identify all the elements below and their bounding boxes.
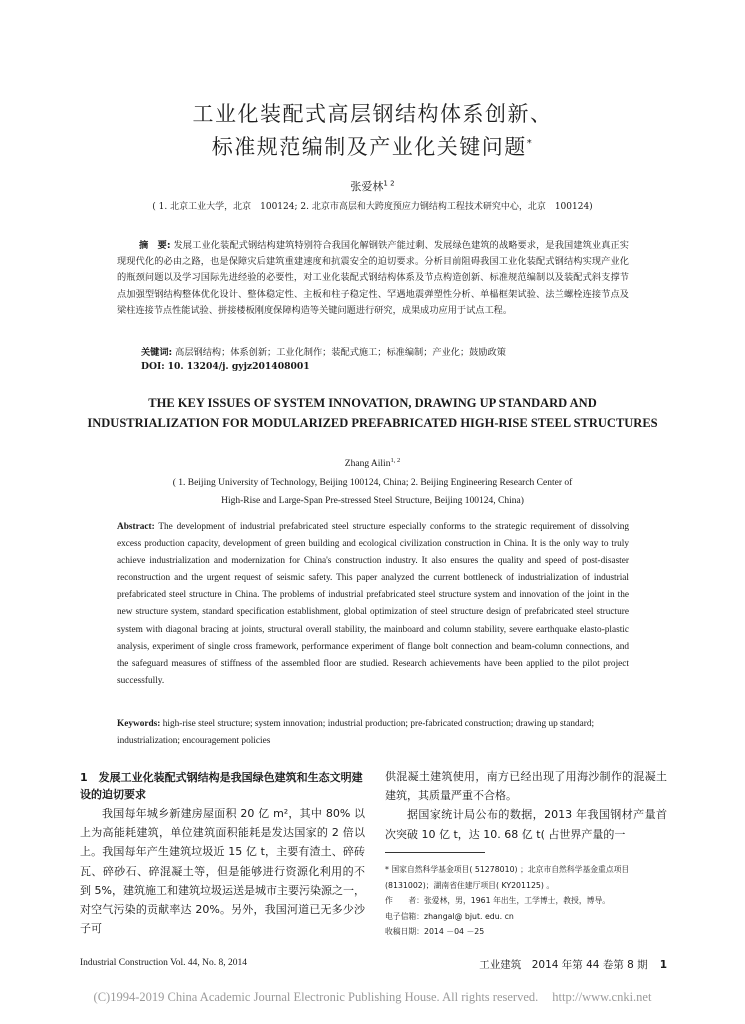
en-affiliation-line-2: High-Rise and Large-Span Pre-stressed Steel Structure, Beijing 100124, China) <box>221 496 524 506</box>
section-1-right-column <box>385 767 667 844</box>
footnote-divider <box>385 852 485 853</box>
cn-author <box>0 178 745 194</box>
cn-title-footnote-mark: * <box>526 138 534 149</box>
section-1-heading: 1 发展工业化装配式钢结构是我国绿色建筑和生态文明建设的迫切要求 <box>80 771 363 801</box>
en-keywords <box>117 716 629 750</box>
cn-title-line-1: 工业化装配式高层钢结构体系创新、 <box>192 102 553 126</box>
footer-journal-en: Industrial Construction Vol. 44, No. 8, 2014 <box>80 958 247 968</box>
footnote-received: 收稿日期：2014 －04 －25 <box>385 927 485 936</box>
en-affiliation-line-1: ( 1. Beijing University of Technology, Beijing 100124, China; 2. Beijing Engineering Research Center of <box>172 478 573 488</box>
en-abstract-text: The development of industrial prefabricated steel structure especially conforms to the strategic requirement of dissolving excess production capacity, development of green building and ecological civilization construction in China. It is the only way to truly achieve industrialization and modernization for China's construction industry. It also ensures the quality and speed of post-disaster reconstruction and the urgent request of seismic safety. This paper analyzed the current bottleneck of industrialization of industrial prefabricated steel structure in China. The problems of industrial prefabricated steel structure system and innovation of the joint in the new structure system, standard specification establishment, global optimization of steel structure design of prefabricated steel structure system with diagonal bracing at joints, structural overall stability, the mainboard and column stability, severe earthquake elasto-plastic analysis, experiment of single cross framework, performance experiment of flange bolt connection and beam-column connections, and the safeguard measures of stiffness of the assembled floor are studied. Research achievements have been applied to the pilot project successfully. <box>117 522 630 686</box>
cn-keywords-label: 关键词: <box>141 347 173 358</box>
cn-abstract <box>117 238 629 319</box>
footer-journal-cn <box>477 957 667 972</box>
cn-doi <box>141 361 310 372</box>
cn-author-sup: 1 2 <box>383 179 395 188</box>
en-author-sup: 1, 2 <box>390 457 401 464</box>
page-number: 1 <box>659 959 667 971</box>
cn-author-name: 张爱林 <box>350 180 384 193</box>
cn-title-line-2-text: 标准规范编制及产业化关键问题 <box>211 135 527 159</box>
cn-affiliation: ( 1. 北京工业大学，北京 100124; 2. 北京市高层和大跨度预应力钢结构工程技术研究中心，北京 100124) <box>152 202 593 212</box>
en-keywords-text: high-rise steel structure; system innovation; industrial production; pre-fabricated construction; drawing up standard; industrialization; encouragement policies <box>117 719 595 747</box>
en-keywords-label: Keywords: <box>117 719 161 729</box>
en-abstract-label: Abstract: <box>117 522 155 532</box>
en-abstract <box>117 519 629 690</box>
cn-title-line-2 <box>0 131 745 161</box>
footnotes <box>385 862 670 940</box>
en-title-line-2: INDUSTRIALIZATION FOR MODULARIZED PREFABRICATED HIGH-RISE STEEL STRUCTURES <box>87 416 658 430</box>
cn-keywords-text: 高层钢结构；体系创新；工业化制作；装配式施工；标准编制；产业化；鼓励政策 <box>175 347 506 358</box>
cn-doi-text[interactable]: 10. 13204/j. gyjz201408001 <box>167 361 310 372</box>
cn-keywords <box>141 344 506 358</box>
en-author <box>0 457 745 469</box>
copyright-url[interactable]: http://www.cnki.net <box>552 990 652 1004</box>
section-1-right-paragraph-2: 据国家统计局公布的数据，2013 年我国钢材产量首次突破 10 亿 t，达 10. 68 亿 t( 占世界产量的一 <box>385 808 667 841</box>
en-title-line-1: THE KEY ISSUES OF SYSTEM INNOVATION, DRAWING UP STANDARD AND <box>148 396 597 410</box>
section-1-left-column <box>80 804 365 938</box>
en-affiliation <box>0 474 745 510</box>
cn-abstract-text: 发展工业化装配式钢结构建筑特别符合我国化解钢铁产能过剩、发展绿色建筑的战略要求，是我国建筑业真正实现现代化的必由之路，也是保障灾后建筑重建速度和抗震安全的迫切要求。分析目前阻碍我国工业化装配式钢结构实现产业化的瓶颈问题以及学习国际先进经验的必要性，对工业化装配式钢结构体系及节点构造创新、标准规范编制以及装配式斜支撑节点加强型钢结构整体优化设计、整体稳定性、主板和柱子稳定性、罕遇地震弹塑性分析、单榀框架试验、法兰螺栓连接节点及梁柱连接节点性能试验、拼接楼板刚度保障构造等关键问题进行研究，成果成功应用于试点工程。 <box>117 240 629 316</box>
copyright-text: (C)1994-2019 China Academic Journal Electronic Publishing House. All rights reserved. <box>93 990 539 1004</box>
en-author-name: Zhang Ailin <box>344 459 391 470</box>
cn-doi-label: DOI: <box>141 361 165 372</box>
footnote-email[interactable]: 电子信箱：zhangal@ bjut. edu. cn <box>385 911 514 921</box>
footer-journal-cn-text: 工业建筑 2014 年第 44 卷第 8 期 <box>479 959 648 971</box>
footnote-fund: * 国家自然科学基金项目( 51278010) ；北京市自然科学基金重点项目(8131002)；湖南省住建厅项目( KY201125) 。 <box>385 865 630 890</box>
cn-abstract-label: 摘 要: <box>139 240 171 251</box>
footnote-author: 作 者：张爱林，男，1961 年出生，工学博士，教授，博导。 <box>385 896 611 905</box>
copyright-line <box>0 990 745 1005</box>
section-1-right-paragraph-1: 供混凝土建筑使用，南方已经出现了用海沙制作的混凝土建筑，其质量严重不合格。 <box>385 770 667 803</box>
section-1-paragraph-1: 我国每年城乡新建房屋面积 20 亿 m²，其中 80% 以上为高能耗建筑，单位建筑面积能耗是发达国家的 2 倍以上。我国每年产生建筑垃圾近 15 亿 t，主要有渣土、碎砖瓦、碎砂石、碎混凝土等，但是能够进行资源化利用的不到 5%，建筑施工和建筑垃圾运送是城市主要污染源之一，对空气污染的贡献率达 20%。另外，我国河道已无多少沙子可 <box>80 807 365 936</box>
